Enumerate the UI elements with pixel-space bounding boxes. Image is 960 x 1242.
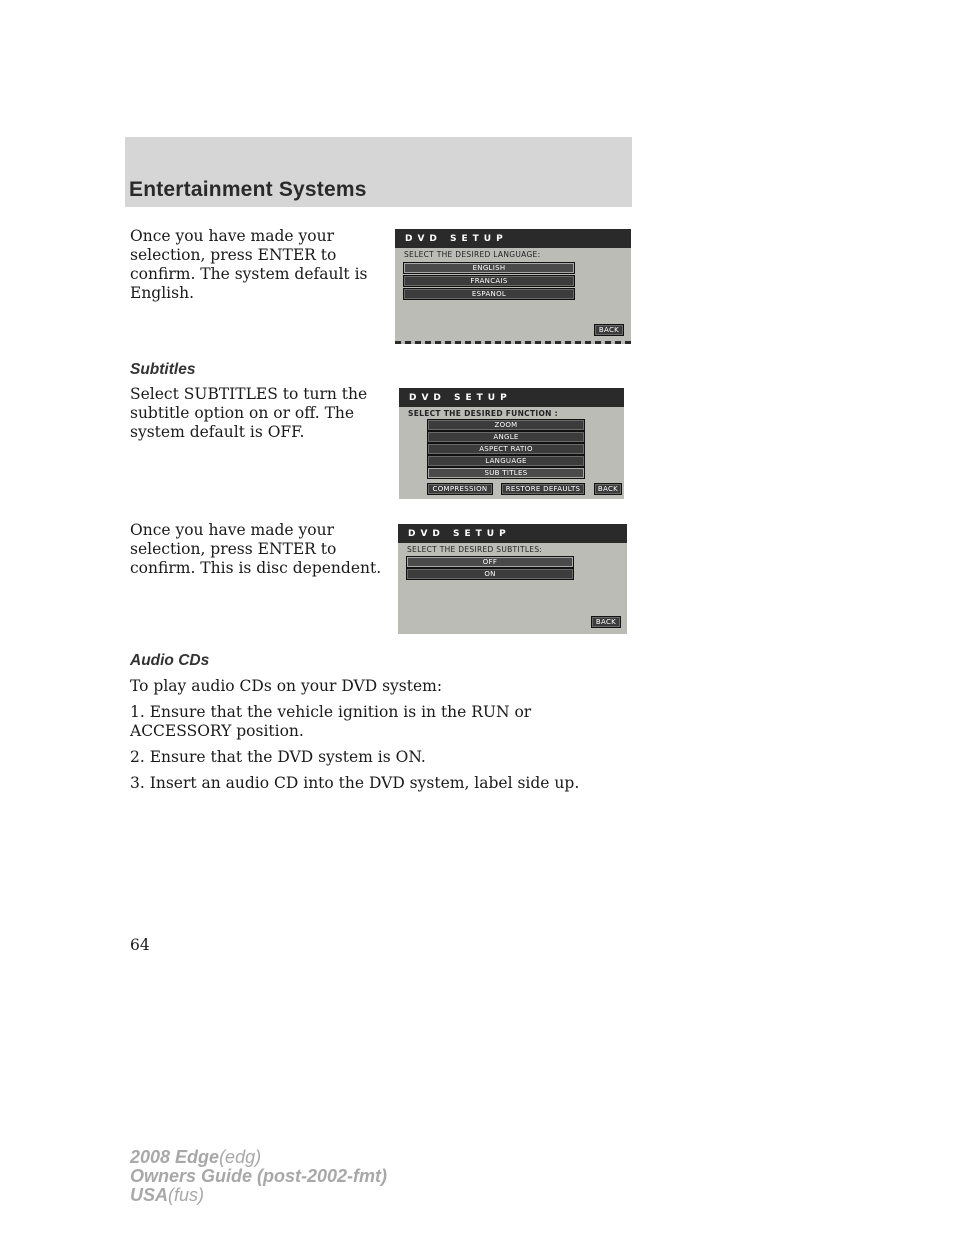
restore-defaults-button[interactable]: RESTORE DEFAULTS [501, 483, 585, 495]
paragraph-audio-intro: To play audio CDs on your DVD system: [130, 677, 443, 695]
option-francais[interactable]: FRANCAIS [403, 275, 575, 287]
subtitles-prompt: SELECT THE DESIRED SUBTITLES: [407, 545, 543, 554]
function-prompt: SELECT THE DESIRED FUNCTION : [408, 409, 558, 418]
option-language[interactable]: LANGUAGE [427, 455, 585, 467]
page-number: 64 [130, 936, 150, 954]
paragraph-subtitles: Select SUBTITLES to turn the subtitle option on or off. The system default is OFF. [130, 385, 368, 441]
option-espanol[interactable]: ESPANOL [403, 288, 575, 300]
footer-model-code: (edg) [219, 1147, 262, 1167]
screen-title: DVD SETUP [409, 393, 512, 403]
back-button[interactable]: BACK [594, 483, 622, 495]
back-button[interactable]: BACK [594, 324, 624, 336]
screen-title: DVD SETUP [405, 234, 508, 244]
paragraph-subtitles-confirm: Once you have made your selection, press ENTER to confirm. This is disc dependent. [130, 521, 382, 577]
back-button[interactable]: BACK [591, 616, 621, 628]
footer-region: USA [130, 1185, 169, 1205]
footer [130, 1148, 387, 1205]
option-english[interactable]: ENGLISH [403, 262, 575, 274]
step-1: 1. Ensure that the vehicle ignition is in the RUN or ACCESSORY position. [130, 703, 532, 740]
dvd-setup-subtitles-screen [398, 524, 627, 634]
subtitles-heading: Subtitles [130, 361, 196, 378]
screen-title-bar [399, 388, 624, 407]
footer-region-code: (fus) [168, 1185, 205, 1205]
option-zoom[interactable]: ZOOM [427, 419, 585, 431]
footer-model: 2008 Edge [130, 1147, 220, 1167]
language-prompt: SELECT THE DESIRED LANGUAGE: [404, 250, 541, 259]
step-3: 3. Insert an audio CD into the DVD system, label side up. [130, 774, 580, 792]
screen-title-bar [398, 524, 627, 543]
step-2: 2. Ensure that the DVD system is ON. [130, 748, 426, 766]
option-sub-titles[interactable]: SUB TITLES [427, 467, 585, 479]
option-angle[interactable]: ANGLE [427, 431, 585, 443]
screen-title-bar [395, 229, 631, 248]
dvd-setup-language-screen [395, 229, 631, 344]
section-title: Entertainment Systems [129, 178, 367, 201]
compression-button[interactable]: COMPRESSION [427, 483, 493, 495]
paragraph-language-confirm: Once you have made your selection, press ENTER to confirm. The system default is English. [130, 227, 368, 302]
option-aspect-ratio[interactable]: ASPECT RATIO [427, 443, 585, 455]
audio-cds-heading: Audio CDs [130, 652, 210, 669]
screen-title: DVD SETUP [408, 529, 511, 539]
screen-bottom-border [395, 341, 631, 344]
option-on[interactable]: ON [406, 568, 574, 580]
option-off[interactable]: OFF [406, 556, 574, 568]
dvd-setup-function-screen [399, 388, 624, 499]
footer-guide: Owners Guide (post-2002-fmt) [130, 1166, 388, 1186]
